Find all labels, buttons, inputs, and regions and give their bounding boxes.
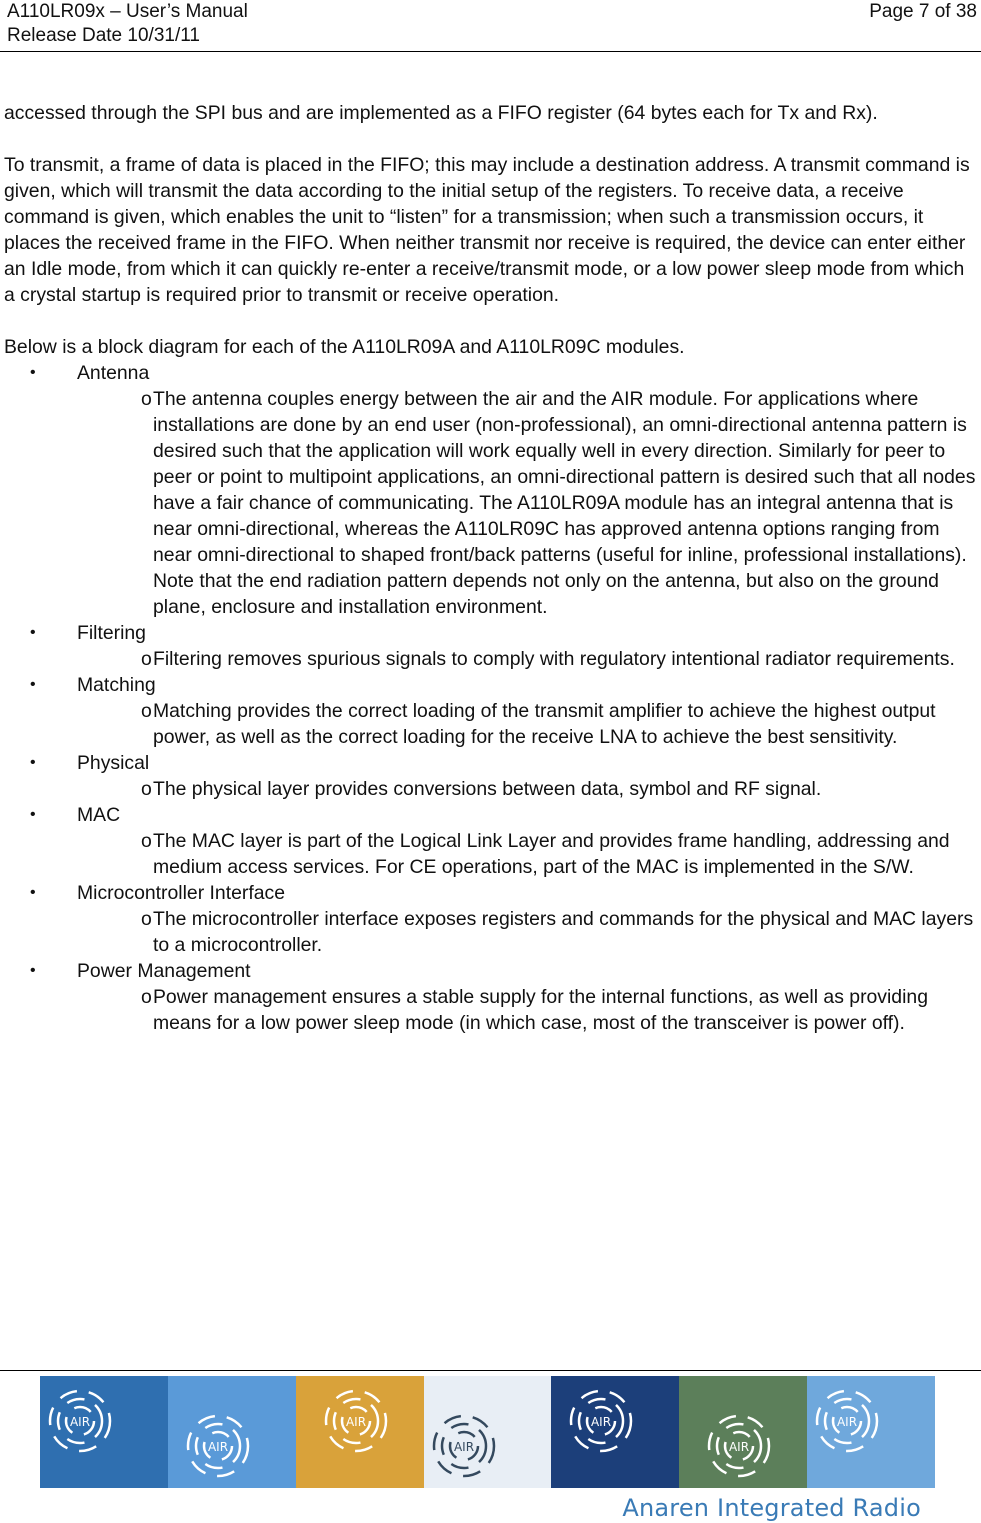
sub-list-item bbox=[4, 828, 976, 880]
bullet-icon: • bbox=[30, 676, 36, 693]
banner-photo bbox=[40, 1376, 168, 1488]
sub-bullet-icon: o bbox=[141, 986, 152, 1008]
air-badge-label: AIR bbox=[729, 1440, 750, 1454]
list-item bbox=[4, 672, 976, 750]
banner-photo bbox=[424, 1376, 552, 1488]
air-badge-icon bbox=[168, 1376, 296, 1488]
list-item-label: Microcontroller Interface bbox=[77, 882, 285, 904]
sub-list-item bbox=[4, 386, 976, 620]
list-item-label: Power Management bbox=[77, 960, 251, 982]
sub-bullet-icon: o bbox=[141, 778, 152, 800]
list-item bbox=[4, 958, 976, 1036]
sub-list bbox=[77, 984, 976, 1036]
sub-list-item bbox=[4, 776, 976, 802]
air-badge-label: AIR bbox=[837, 1415, 858, 1429]
list-item bbox=[4, 802, 976, 880]
banner-photo bbox=[807, 1376, 935, 1488]
sub-list-item bbox=[4, 906, 976, 958]
air-badge-label: AIR bbox=[69, 1415, 91, 1429]
air-badge-icon bbox=[40, 1376, 168, 1488]
air-badge-label: AIR bbox=[591, 1415, 612, 1429]
air-badge-icon bbox=[551, 1376, 679, 1488]
sub-list bbox=[77, 906, 976, 958]
list-item-label: MAC bbox=[77, 804, 121, 826]
air-badge-icon bbox=[807, 1376, 935, 1488]
sub-list bbox=[77, 776, 976, 802]
body-content bbox=[4, 100, 976, 1036]
sub-bullet-icon: o bbox=[141, 700, 152, 722]
page-number: Page 7 of 38 bbox=[869, 1, 977, 22]
air-badge-icon bbox=[424, 1376, 552, 1488]
paragraph: accessed through the SPI bus and are implemented as a FIFO register (64 bytes each for Tx and Rx). bbox=[4, 102, 878, 124]
bullet-icon: • bbox=[30, 754, 36, 771]
bullet-icon: • bbox=[30, 364, 36, 381]
release-date: Release Date 10/31/11 bbox=[7, 25, 200, 46]
paragraph: Below is a block diagram for each of the A110LR09A and A110LR09C modules. bbox=[4, 336, 685, 358]
bullet-icon: • bbox=[30, 884, 36, 901]
air-badge-label: AIR bbox=[345, 1415, 366, 1429]
list-item bbox=[4, 360, 976, 620]
footer-divider bbox=[0, 1370, 981, 1371]
sub-list-item bbox=[4, 984, 976, 1036]
sub-list-item bbox=[4, 646, 976, 672]
sub-bullet-icon: o bbox=[141, 830, 152, 852]
sub-list bbox=[77, 828, 976, 880]
list-item-label: Antenna bbox=[77, 362, 150, 384]
brand-text: Anaren Integrated Radio bbox=[622, 1494, 921, 1522]
banner-photo bbox=[551, 1376, 679, 1488]
banner-photo bbox=[168, 1376, 296, 1488]
sub-list bbox=[77, 698, 976, 750]
list-item-description: The microcontroller interface exposes registers and commands for the physical and MAC layers to a microcontroller. bbox=[153, 908, 974, 956]
sub-list bbox=[77, 386, 976, 620]
banner-photo bbox=[679, 1376, 807, 1488]
list-item-description: The antenna couples energy between the air and the AIR module. For applications where installations are done by an end user (non-professional), an omni-directional antenna pattern is desired such that the application will work equally well in every direction. Similarly for peer to peer or point to multipoint applications, an omni-directional pattern is desired such that all nodes have a fair chance of communicating. The A110LR09A module has an integral antenna that is near omni-directional, whereas the A110LR09C has approved antenna options ranging from near omni-directional to shaped front/back patterns (useful for inline, professional installations). Note that the end radiation pattern depends not only on the antenna, but also on the ground plane, enclosure and installation environment. bbox=[153, 388, 976, 618]
bullet-icon: • bbox=[30, 962, 36, 979]
air-badge-label: AIR bbox=[453, 1440, 474, 1454]
list-item-label: Physical bbox=[77, 752, 150, 774]
sub-list-item bbox=[4, 698, 976, 750]
sub-list bbox=[77, 646, 976, 672]
air-badge-label: AIR bbox=[207, 1440, 228, 1454]
list-item-label: Filtering bbox=[77, 622, 146, 644]
page-header bbox=[7, 0, 981, 52]
air-badge-icon bbox=[679, 1376, 807, 1488]
list-item bbox=[4, 620, 976, 672]
air-badge-icon bbox=[296, 1376, 424, 1488]
list-item-description: Power management ensures a stable supply for the internal functions, as well as providing means for a low power sleep mode (in which case, most of the transceiver is power off). bbox=[153, 986, 928, 1034]
list-item-description: The physical layer provides conversions between data, symbol and RF signal. bbox=[153, 778, 822, 800]
list-item bbox=[4, 750, 976, 802]
banner-photo bbox=[296, 1376, 424, 1488]
list-item-description: Matching provides the correct loading of the transmit amplifier to achieve the highest output power, as well as the correct loading for the receive LNA to achieve the best sensitivity. bbox=[153, 700, 936, 748]
sub-bullet-icon: o bbox=[141, 388, 152, 410]
block-list bbox=[4, 360, 976, 1036]
list-item-description: Filtering removes spurious signals to comply with regulatory intentional radiator requirements. bbox=[153, 648, 955, 670]
bullet-icon: • bbox=[30, 806, 36, 823]
paragraph: To transmit, a frame of data is placed in the FIFO; this may include a destination address. A transmit command is given, which will transmit the data according to the initial setup of the registers. To receive data, a receive command is given, which enables the unit to “listen” for a transmission; when such a transmission occurs, it places the received frame in the FIFO. When neither transmit nor receive is required, the device can enter either an Idle mode, from which it can quickly re-enter a receive/transmit mode, or a low power sleep mode from which a crystal startup is required prior to transmit or receive operation. bbox=[4, 154, 970, 306]
list-item-label: Matching bbox=[77, 674, 156, 696]
list-item bbox=[4, 880, 976, 958]
manual-title: A110LR09x – User’s Manual bbox=[7, 1, 248, 22]
list-item-description: The MAC layer is part of the Logical Link Layer and provides frame handling, addressing and medium access services. For CE operations, part of the MAC is implemented in the S/W. bbox=[153, 830, 950, 878]
sub-bullet-icon: o bbox=[141, 648, 152, 670]
footer-banner bbox=[40, 1376, 935, 1488]
bullet-icon: • bbox=[30, 624, 36, 641]
header-divider bbox=[0, 51, 981, 52]
sub-bullet-icon: o bbox=[141, 908, 152, 930]
